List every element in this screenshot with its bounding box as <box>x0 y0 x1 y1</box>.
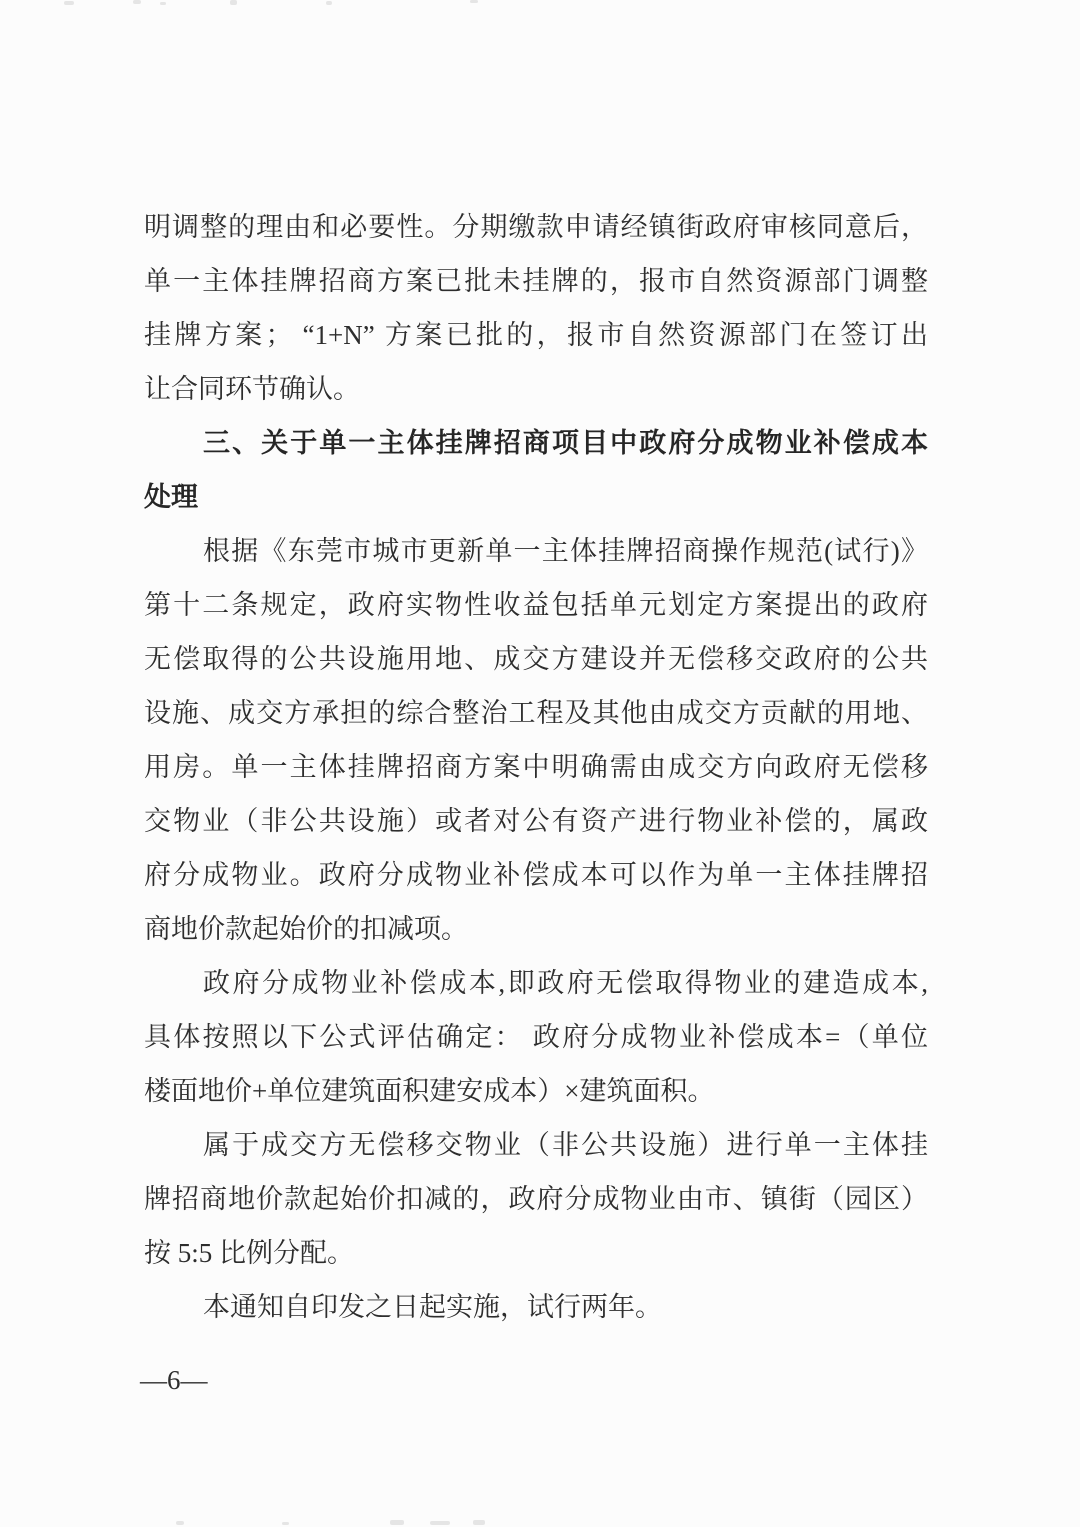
text-line: 交物业（非公共设施）或者对公有资产进行物业补偿的，属政 <box>144 806 928 836</box>
text-line: 按 5:5 比例分配。 <box>144 1238 355 1268</box>
scan-artifact <box>282 1522 289 1525</box>
section-heading-line: 三、关于单一主体挂牌招商项目中政府分成物业补偿成本 <box>203 428 928 458</box>
text-line: 属于成交方无偿移交物业（非公共设施）进行单一主体挂 <box>203 1130 928 1160</box>
scan-artifact <box>64 1 74 5</box>
text-line: 设施、成交方承担的综合整治工程及其他由成交方贡献的用地、 <box>144 698 928 728</box>
text-line: 根据《东莞市城市更新单一主体挂牌招商操作规范(试行)》 <box>203 536 928 566</box>
document-text-block <box>144 200 928 1334</box>
text-line: 用房。单一主体挂牌招商方案中明确需由成交方向政府无偿移 <box>144 752 928 782</box>
text-line: 楼面地价+单位建筑面积建安成本）×建筑面积。 <box>144 1076 715 1106</box>
text-line: 挂牌方案； “1+N” 方案已批的，报市自然资源部门在签订出 <box>144 320 928 350</box>
text-line: 商地价款起始价的扣减项。 <box>144 914 468 944</box>
text-line: 明调整的理由和必要性。分期缴款申请经镇街政府审核同意后， <box>144 212 928 242</box>
scan-artifact <box>473 1520 485 1525</box>
page-number: —6— <box>140 1365 208 1395</box>
scan-artifact <box>160 2 166 5</box>
scan-artifact <box>176 1521 184 1525</box>
text-line: 牌招商地价款起始价扣减的，政府分成物业由市、镇街（园区） <box>144 1184 928 1214</box>
text-line: 单一主体挂牌招商方案已批未挂牌的，报市自然资源部门调整 <box>144 266 928 296</box>
text-line: 让合同环节确认。 <box>144 374 360 404</box>
text-line: 府分成物业。政府分成物业补偿成本可以作为单一主体挂牌招 <box>144 860 928 890</box>
scan-artifact <box>230 0 237 5</box>
scan-artifact <box>470 0 478 3</box>
text-line: 本通知自印发之日起实施，试行两年。 <box>203 1292 662 1322</box>
scan-artifact <box>390 1520 404 1525</box>
text-line: 第十二条规定，政府实物性收益包括单元划定方案提出的政府 <box>144 590 928 620</box>
text-line: 具体按照以下公式评估确定： 政府分成物业补偿成本=（单位 <box>144 1022 928 1052</box>
scan-artifact <box>430 1521 450 1525</box>
scan-artifact <box>133 0 141 4</box>
text-line: 政府分成物业补偿成本,即政府无偿取得物业的建造成本, <box>203 968 928 998</box>
text-line: 无偿取得的公共设施用地、成交方建设并无偿移交政府的公共 <box>144 644 928 674</box>
scan-artifact <box>326 1 332 5</box>
section-heading-line: 处理 <box>144 482 198 512</box>
